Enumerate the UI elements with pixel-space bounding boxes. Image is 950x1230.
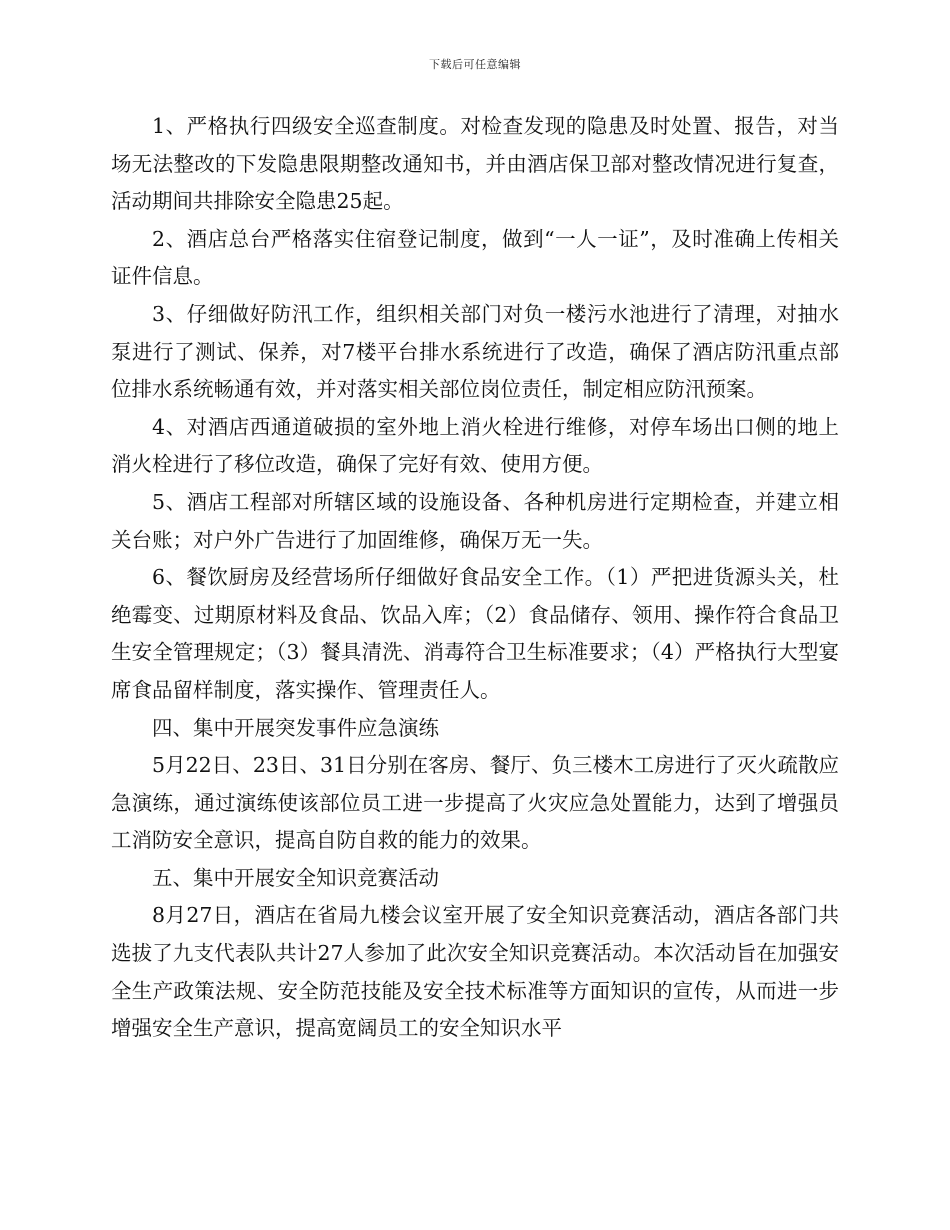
paragraph-contest: 8月27日，酒店在省局九楼会议室开展了安全知识竞赛活动，酒店各部门共选拔了九支代表队共计27人参加了此次安全知识竞赛活动。本次活动旨在加强安全生产政策法规、安全防范技能及安全技术标准等方面知识的宣传，从而进一步增强安全生产意识，提高宽阔员工的安全知识水平 <box>111 903 839 1041</box>
paragraph-item-6: 6、餐饮厨房及经营场所仔细做好食品安全工作。（1）严把进货源头关，杜绝霉变、过期原材料及食品、饮品入库；（2）食品储存、领用、操作符合食品卫生安全管理规定；（3）餐具清洗、消毒符合卫生标准要求；（4）严格执行大型宴席食品留样制度，落实操作、管理责任人。 <box>111 565 839 702</box>
paragraph-drills: 5月22日、23日、31日分别在客房、餐厅、负三楼木工房进行了灭火疏散应急演练，通过演练使该部位员工进一步提高了火灾应急处置能力，达到了增强员工消防安全意识，提高自防自救的能力的效果。 <box>111 753 839 853</box>
page-header-note: 下载后可任意编辑 <box>429 58 521 71</box>
paragraph-item-4: 4、对酒店西通道破损的室外地上消火栓进行维修，对停车场出口侧的地上消火栓进行了移位改造，确保了完好有效、使用方便。 <box>111 414 839 477</box>
paragraph-item-5: 5、酒店工程部对所辖区域的设施设备、各种机房进行定期检查，并建立相关台账；对户外广告进行了加固维修，确保万无一失。 <box>111 489 839 552</box>
section-heading-drills: 四、集中开展突发事件应急演练 <box>152 715 439 740</box>
section-heading-contest: 五、集中开展安全知识竞赛活动 <box>152 865 439 890</box>
paragraph-item-3: 3、仔细做好防汛工作，组织相关部门对负一楼污水池进行了清理，对抽水泵进行了测试、保养，对7楼平台排水系统进行了改造，确保了酒店防汛重点部位排水系统畅通有效，并对落实相关部位岗位责任，制定相应防汛预案。 <box>111 301 839 402</box>
paragraph-item-1: 1、严格执行四级安全巡查制度。对检查发现的隐患及时处置、报告，对当场无法整改的下发隐患限期整改通知书，并由酒店保卫部对整改情况进行复查，活动期间共排除安全隐患25起。 <box>111 114 839 214</box>
document-body <box>111 108 839 1048</box>
paragraph-item-2: 2、酒店总台严格落实住宿登记制度，做到“一人一证”，及时准确上传相关证件信息。 <box>111 226 839 289</box>
